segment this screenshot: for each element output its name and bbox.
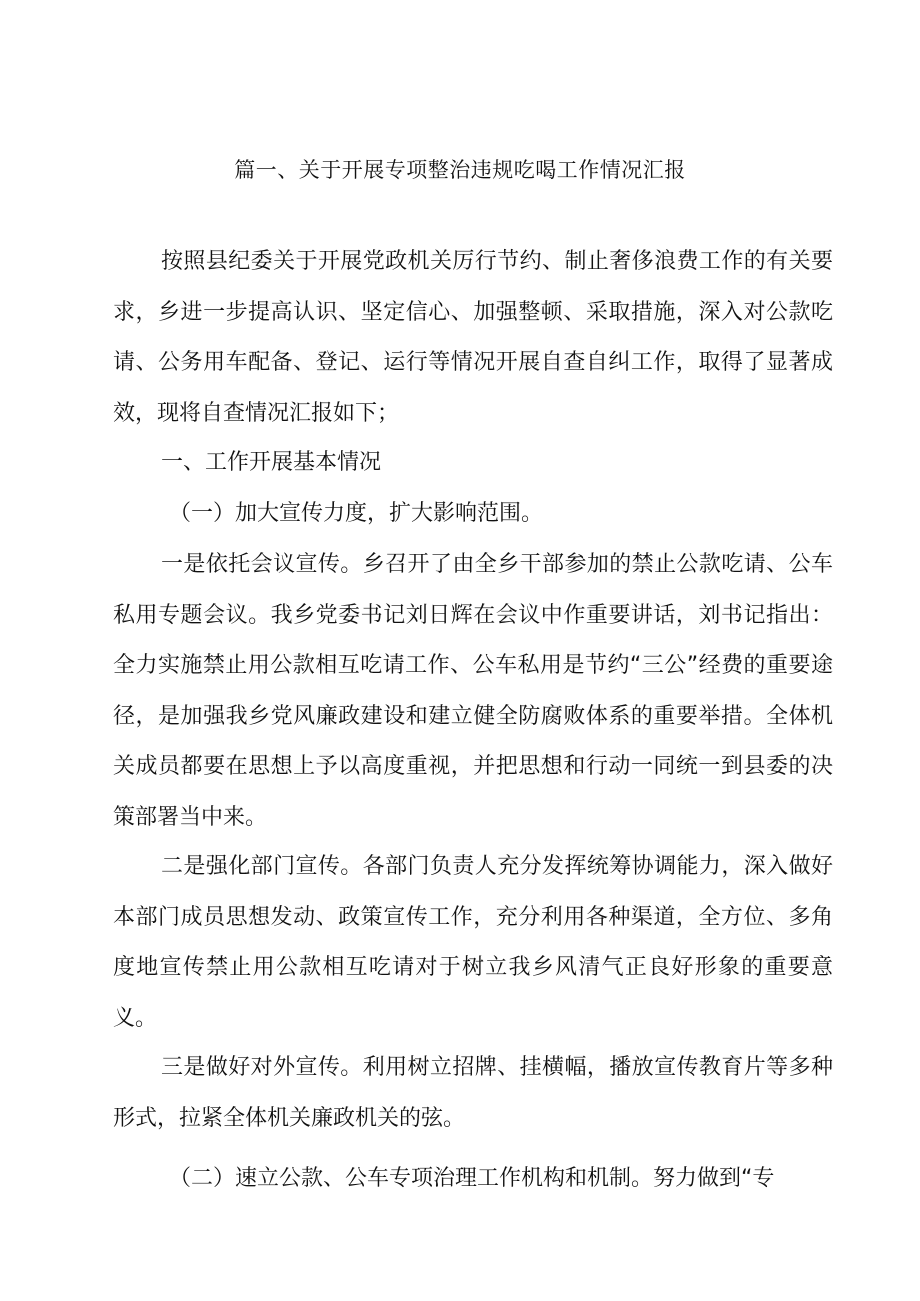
paragraph-external-publicity: 三是做好对外宣传。利用树立招牌、挂横幅，播放宣传教育片等多种形式，拉紧全体机关廉政机关的弦。 [113,1055,833,1131]
paragraph-department-publicity: 二是强化部门宣传。各部门负责人充分发挥统筹协调能力，深入做好本部门成员思想发动、政策宣传工作，充分利用各种渠道，全方位、多角度地宣传禁止用公款相互吃请对于树立我乡风清气正良好形象的重要意义。 [113,854,833,1031]
subsection-heading-2: （二）速立公款、公车专项治理工作机构和机制。努力做到“专 [169,1166,775,1191]
paragraph-intro: 按照县纪委关于开展党政机关厉行节约、制止奢侈浪费工作的有关要求，乡进一步提高认识、坚定信心、加强整顿、采取措施，深入对公款吃请、公务用车配备、登记、运行等情况开展自查自纠工作，取得了显著成效，现将自查情况汇报如下； [113,249,833,426]
section-heading-1: 一、工作开展基本情况 [161,450,382,475]
subsection-heading-1: （一）加大宣传力度，扩大影响范围。 [169,501,544,526]
document-title: 篇一、关于开展专项整治违规吃喝工作情况汇报 [234,158,686,182]
paragraph-meeting-publicity: 一是依托会议宣传。乡召开了由全乡干部参加的禁止公款吃请、公车私用专题会议。我乡党委书记刘日辉在会议中作重要讲话，刘书记指出：全力实施禁止用公款相互吃请工作、公车私用是节约“三公”经费的重要途径，是加强我乡党风廉政建设和建立健全防腐败体系的重要举措。全体机关成员都要在思想上予以高度重视，并把思想和行动一同统一到县委的决策部署当中来。 [113,552,833,830]
